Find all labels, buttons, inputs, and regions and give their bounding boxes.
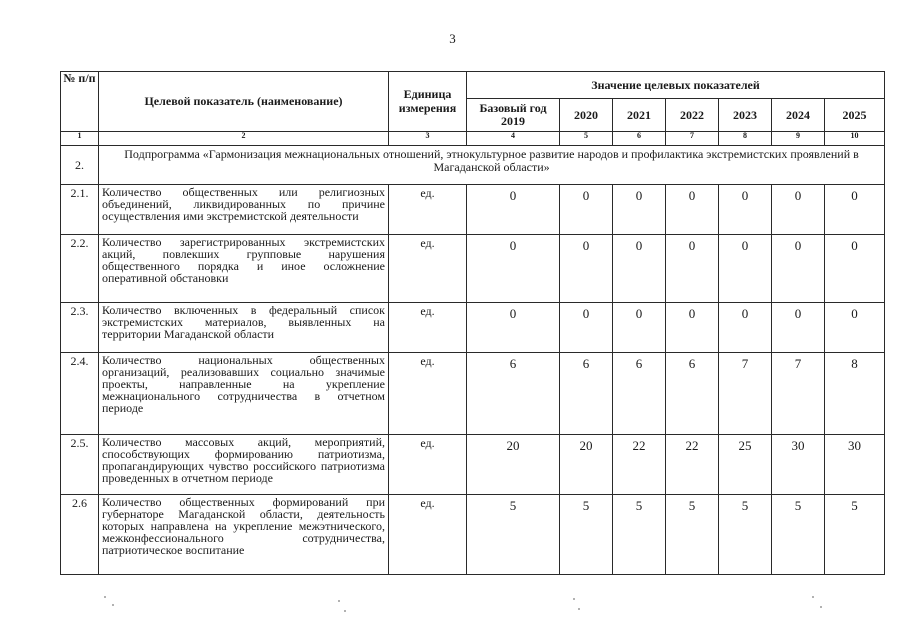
year-value: 5	[825, 495, 885, 575]
indicator-name: Количество включенных в федеральный список экстремистских материалов, выявленных на территории Магаданской области	[99, 303, 389, 353]
base-year-value: 5	[467, 495, 560, 575]
year-value: 0	[825, 303, 885, 353]
column-number: 10	[825, 132, 885, 146]
base-year-value: 0	[467, 303, 560, 353]
scan-speck	[820, 606, 822, 608]
indicator-unit: ед.	[389, 303, 467, 353]
year-value: 7	[719, 353, 772, 435]
scan-speck	[104, 596, 106, 598]
year-value: 5	[560, 495, 613, 575]
indicator-unit: ед.	[389, 435, 467, 495]
column-number: 8	[719, 132, 772, 146]
year-value: 6	[560, 353, 613, 435]
base-year-value: 20	[467, 435, 560, 495]
subprogram-row	[61, 146, 885, 185]
year-value: 25	[719, 435, 772, 495]
year-value: 0	[825, 185, 885, 235]
table-row	[61, 435, 885, 495]
year-value: 0	[719, 235, 772, 303]
year-value: 0	[613, 235, 666, 303]
column-number: 5	[560, 132, 613, 146]
year-value: 30	[825, 435, 885, 495]
year-value: 0	[772, 185, 825, 235]
column-number: 4	[467, 132, 560, 146]
year-value: 22	[613, 435, 666, 495]
year-value: 0	[560, 303, 613, 353]
year-value: 0	[666, 303, 719, 353]
year-value: 0	[772, 303, 825, 353]
year-value: 30	[772, 435, 825, 495]
header-unit: Единица измерения	[389, 72, 467, 132]
base-year-value: 0	[467, 235, 560, 303]
table-row	[61, 303, 885, 353]
header-year-2022: 2022	[666, 99, 719, 132]
page-number: 3	[449, 31, 456, 46]
scan-speck	[344, 610, 346, 612]
indicator-name: Количество общественных или религиозных объединений, ликвидированных по причине осуществления ими экстремистской деятельности	[99, 185, 389, 235]
column-number: 1	[61, 132, 99, 146]
scan-speck	[112, 604, 114, 606]
row-index: 2.3.	[61, 303, 99, 353]
scan-speck	[573, 598, 575, 600]
year-value: 0	[666, 185, 719, 235]
row-index: 2.2.	[61, 235, 99, 303]
year-value: 0	[666, 235, 719, 303]
header-base-year: Базовый год 2019	[467, 99, 560, 132]
scan-speck	[338, 600, 340, 602]
year-value: 5	[719, 495, 772, 575]
year-value: 22	[666, 435, 719, 495]
header-indicator-name: Целевой показатель (наименование)	[99, 72, 389, 132]
year-value: 0	[560, 235, 613, 303]
year-value: 20	[560, 435, 613, 495]
indicator-name: Количество зарегистрированных экстремистских акций, повлекших групповые нарушения общественного порядка и иное осложнение оперативной обстановки	[99, 235, 389, 303]
year-value: 5	[666, 495, 719, 575]
row-index: 2.5.	[61, 435, 99, 495]
indicator-name: Количество общественных формирований при губернаторе Магаданской области, деятельность которых направлена на укрепление межэтнического, межконфессионального сотрудничества, патриотическое воспитание	[99, 495, 389, 575]
indicator-name: Количество национальных общественных организаций, реализовавших социально значимые проекты, направленные на укрепление межнационального сотрудничества в отчетном периоде	[99, 353, 389, 435]
column-number: 3	[389, 132, 467, 146]
base-year-value: 6	[467, 353, 560, 435]
year-value: 5	[613, 495, 666, 575]
table-row	[61, 353, 885, 435]
year-value: 6	[666, 353, 719, 435]
column-number: 2	[99, 132, 389, 146]
scan-speck	[578, 608, 580, 610]
indicator-unit: ед.	[389, 495, 467, 575]
header-year-2024: 2024	[772, 99, 825, 132]
header-target-values: Значение целевых показателей	[467, 72, 885, 99]
subprogram-title: Подпрограмма «Гармонизация межнациональных отношений, этнокультурное развитие народов и профилактика экстремистских проявлений в Магаданской области»	[99, 146, 885, 185]
year-value: 0	[560, 185, 613, 235]
header-year-2025: 2025	[825, 99, 885, 132]
header-year-2021: 2021	[613, 99, 666, 132]
column-number: 9	[772, 132, 825, 146]
row-index: 2.1.	[61, 185, 99, 235]
year-value: 0	[613, 185, 666, 235]
header-year-2020: 2020	[560, 99, 613, 132]
year-value: 0	[719, 303, 772, 353]
row-index: 2.4.	[61, 353, 99, 435]
indicator-unit: ед.	[389, 353, 467, 435]
year-value: 0	[613, 303, 666, 353]
header-year-2023: 2023	[719, 99, 772, 132]
year-value: 0	[825, 235, 885, 303]
table-row	[61, 185, 885, 235]
row-index: 2.6	[61, 495, 99, 575]
target-indicators-table	[60, 71, 885, 575]
header-no: № п/п	[61, 72, 99, 132]
column-number: 6	[613, 132, 666, 146]
table-row	[61, 235, 885, 303]
scan-speck	[812, 596, 814, 598]
base-year-value: 0	[467, 185, 560, 235]
subprogram-index: 2.	[61, 146, 99, 185]
year-value: 0	[719, 185, 772, 235]
indicator-unit: ед.	[389, 185, 467, 235]
indicator-unit: ед.	[389, 235, 467, 303]
year-value: 0	[772, 235, 825, 303]
column-number-row	[61, 132, 885, 146]
year-value: 5	[772, 495, 825, 575]
year-value: 6	[613, 353, 666, 435]
table-row	[61, 495, 885, 575]
indicator-name: Количество массовых акций, мероприятий, способствующих формированию патриотизма, пропагандирующих чувство российского патриотизма проведенных в отчетном периоде	[99, 435, 389, 495]
year-value: 7	[772, 353, 825, 435]
year-value: 8	[825, 353, 885, 435]
column-number: 7	[666, 132, 719, 146]
